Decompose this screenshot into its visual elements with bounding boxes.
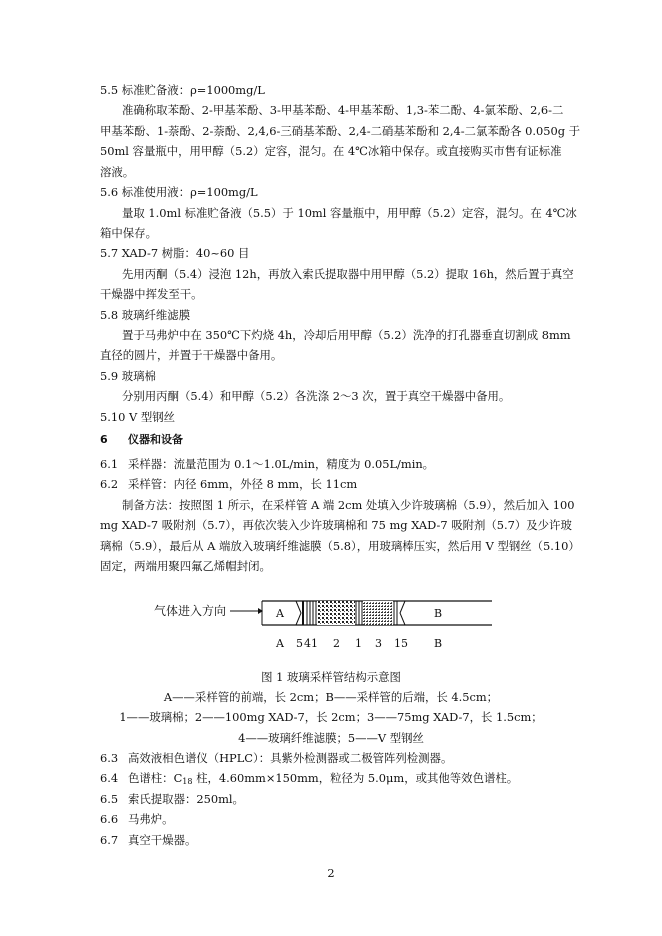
section-6-3 <box>100 751 452 765</box>
bottom-label-2: 2 <box>333 637 340 650</box>
figure-legend-line-1: A——采样管的前端，长 2cm；B——采样管的后端，长 4.5cm； <box>163 690 499 704</box>
bottom-label-3: 3 <box>375 637 382 650</box>
section-6-4-subscript: 18 <box>182 777 193 786</box>
sampling-tube-figure <box>150 581 510 657</box>
section-6-7-text: 真空干燥器。 <box>128 833 197 847</box>
s62-line-3: 璃棉（5.9），最后从 A 端放入玻璃纤维滤膜（5.8），用玻璃棒压实，然后用 V 型钢丝（5.10） <box>100 539 580 553</box>
tube-end-a-label: A <box>276 607 284 620</box>
section-6-5-number: 6.5 <box>100 792 119 806</box>
glass-wool-element-3 <box>394 601 397 625</box>
section-5-7-title: 5.7 XAD-7 树脂：40~60 目 <box>100 246 250 260</box>
section-5-9-title: 5.9 玻璃棉 <box>100 369 156 383</box>
bottom-label-1a: 1 <box>311 637 318 650</box>
section-6-heading <box>100 433 183 447</box>
section-6-4-number: 6.4 <box>100 771 119 785</box>
tube-end-b-label: B <box>434 607 443 620</box>
s62-line-1: 制备方法：按照图 1 所示，在采样管 A 端 2cm 处填入少许玻璃棉（5.9），然后加入 100 <box>122 498 575 512</box>
s55-line-1: 准确称取苯酚、2-甲基苯酚、3-甲基苯酚、4-甲基苯酚、1,3-苯二酚、4-氯苯酚、2,6-二 <box>122 103 564 117</box>
figure-caption: 图 1 玻璃采样管结构示意图 <box>261 670 401 684</box>
s55-line-2: 甲基苯酚、1-萘酚、2-萘酚、2,4,6-三硝基苯酚、2,4-二硝基苯酚和 2,4-二氯苯酚各 0.050g 于 <box>100 124 581 138</box>
flow-direction-label: 气体进入方向 <box>154 604 227 618</box>
section-6-4-text-post: 柱，4.60mm×150mm，粒径为 5.0μm，或其他等效色谱柱。 <box>192 771 519 785</box>
section-6-2-text: 采样管：内径 6mm，外径 8 mm，长 11cm <box>128 477 358 491</box>
figure-legend-line-3: 4——玻璃纤维滤膜；5——V 型钢丝 <box>238 731 424 745</box>
v-wire-element <box>296 601 301 625</box>
s55-line-4: 溶液。 <box>100 165 135 179</box>
s57-line-1: 先用丙酮（5.4）浸泡 12h，再放入索氏提取器中用甲醇（5.2）提取 16h，然后置于真空 <box>122 267 574 281</box>
bottom-label-15: 15 <box>394 637 408 650</box>
xad7-100mg-element <box>317 601 355 625</box>
section-6-4-text-pre: 色谱柱：C <box>128 771 183 785</box>
section-6-1 <box>100 457 434 471</box>
section-6-number: 6 <box>100 433 108 446</box>
section-6-6-text: 马弗炉。 <box>128 812 174 826</box>
section-5-5-title: 5.5 标准贮备液：ρ=1000mg/L <box>100 83 265 97</box>
s56-line-1: 量取 1.0ml 标准贮备液（5.5）于 10ml 容量瓶中，用甲醇（5.2）定容，混匀。在 4℃冰 <box>122 206 577 220</box>
section-5-10-title: 5.10 V 型钢丝 <box>100 410 176 424</box>
v-wire-element-back <box>400 601 405 625</box>
bottom-label-b: B <box>434 637 443 650</box>
section-6-7-number: 6.7 <box>100 833 119 847</box>
bottom-label-4: 4 <box>304 637 311 650</box>
s57-line-2: 干燥器中挥发至干。 <box>100 287 203 301</box>
bottom-label-1b: 1 <box>355 637 362 650</box>
section-6-1-text: 采样器：流量范围为 0.1～1.0L/min，精度为 0.05L/min。 <box>128 457 435 471</box>
section-6-2-number: 6.2 <box>100 477 119 491</box>
glass-wool-element-2 <box>356 601 362 625</box>
section-6-1-number: 6.1 <box>100 457 119 471</box>
section-6-4 <box>100 771 518 785</box>
xad7-75mg-element <box>363 601 393 625</box>
section-6-3-number: 6.3 <box>100 751 119 765</box>
page-number: 2 <box>327 866 335 880</box>
section-6-3-text: 高效液相色谱仪（HPLC）：具紫外检测器或二极管阵列检测器。 <box>128 751 453 765</box>
figure-legend-line-2: 1——玻璃棉；2——100mg XAD-7，长 2cm；3——75mg XAD-7，长 1.5cm； <box>119 710 543 724</box>
s58-line-1: 置于马弗炉中在 350℃下灼烧 4h，冷却后用甲醇（5.2）洗净的打孔器垂直切割成 8mm <box>122 328 571 342</box>
s58-line-2: 直径的圆片，并置于干燥器中备用。 <box>100 348 283 362</box>
section-5-6-title: 5.6 标准使用液：ρ=100mg/L <box>100 185 258 199</box>
section-6-7 <box>100 833 196 847</box>
s55-line-3: 50ml 容量瓶中，用甲醇（5.2）定容，混匀。在 4℃冰箱中保存。或直接购买市售有证标准 <box>100 144 562 158</box>
section-6-5-text: 索氏提取器：250ml。 <box>128 792 244 806</box>
s62-line-4: 固定，两端用聚四氟乙烯帽封闭。 <box>100 559 271 573</box>
s59-line-1: 分别用丙酮（5.4）和甲醇（5.2）各洗涤 2～3 次，置于真空干燥器中备用。 <box>122 389 511 403</box>
section-6-2 <box>100 477 357 491</box>
section-6-6 <box>100 812 174 826</box>
section-6-6-number: 6.6 <box>100 812 119 826</box>
section-6-title: 仪器和设备 <box>128 433 183 446</box>
bottom-label-5: 5 <box>296 637 303 650</box>
s62-line-2: mg XAD-7 吸附剂（5.7），再依次装入少许玻璃棉和 75 mg XAD-7 吸附剂（5.7）及少许玻 <box>100 518 572 532</box>
section-6-5 <box>100 792 244 806</box>
section-5-8-title: 5.8 玻璃纤维滤膜 <box>100 308 191 322</box>
bottom-label-a: A <box>276 637 284 650</box>
s56-line-2: 箱中保存。 <box>100 226 157 240</box>
